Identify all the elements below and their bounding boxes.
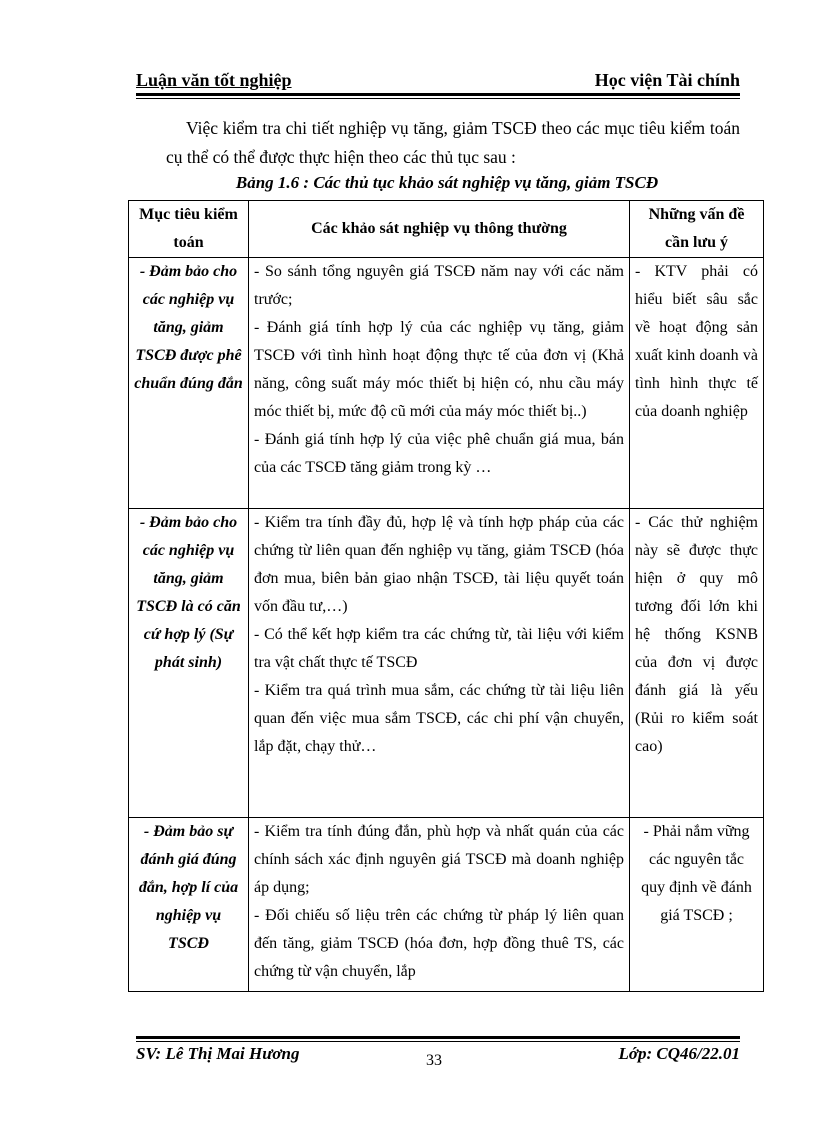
objective-cell: - Đảm bảo cho các nghiệp vụ tăng, giảm TSCĐ là có căn cứ hợp lý (Sự phát sinh) [129,509,249,818]
page-header [136,68,740,92]
footer-rule-thin [136,1041,740,1042]
header-institution: Học viện Tài chính [594,70,740,90]
page-number: 33 [426,1052,442,1069]
table-header-row [129,201,764,258]
page-footer [136,1044,740,1074]
procedure-item: - Có thể kết hợp kiểm tra các chứng từ, tài liệu với kiểm tra vật chất thực tế TSCĐ [254,626,624,671]
header-rule-thin [136,98,740,99]
procedure-item: - So sánh tổng nguyên giá TSCĐ năm nay với các năm trước; [254,263,624,308]
procedures-cell [249,258,630,509]
procedure-item: - Đối chiếu số liệu trên các chứng từ pháp lý liên quan đến tăng, giảm TSCĐ (hóa đơn, hợp đồng thuê TS, các chứng từ vận chuyển, lắp [254,907,624,980]
procedure-item: - Kiểm tra quá trình mua sắm, các chứng từ tài liệu liên quan đến việc mua sắm TSCĐ, các chi phí vận chuyển, lắp đặt, chạy thử… [254,682,624,755]
table-row [129,509,764,818]
intro-paragraph: Việc kiểm tra chi tiết nghiệp vụ tăng, giảm TSCĐ theo các mục tiêu kiểm toán cụ thể có thể được thực hiện theo các thủ tục sau : [166,118,740,167]
table-row [129,258,764,509]
table-row [129,818,764,992]
header-objective: Mục tiêu kiểm toán [129,201,249,258]
note-cell: - KTV phải có hiểu biết sâu sắc về hoạt động sản xuất kinh doanh và tình hình thực tế của doanh nghiệp [630,258,764,509]
header-rule-thick [136,93,740,96]
procedure-item: - Đánh giá tính hợp lý của việc phê chuẩn giá mua, bán của các TSCĐ tăng giảm trong kỳ … [254,431,624,476]
procedure-item: - Kiểm tra tính đúng đắn, phù hợp và nhất quán của các chính sách xác định nguyên giá TSCĐ mà doanh nghiệp áp dụng; [254,823,624,896]
footer-student: SV: Lê Thị Mai Hương [136,1044,300,1063]
header-notes: Những vấn đề cần lưu ý [630,201,764,258]
procedures-cell [249,509,630,818]
procedures-cell [249,818,630,992]
header-thesis-label: Luận văn tốt nghiệp [136,70,292,90]
objective-cell: - Đảm bảo sự đánh giá đúng đắn, hợp lí của nghiệp vụ TSCĐ [129,818,249,992]
procedures-table [128,200,764,992]
procedure-item: - Đánh giá tính hợp lý của các nghiệp vụ tăng, giảm TSCĐ với tình hình hoạt động thực tế của đơn vị (Khả năng, công suất máy móc thiết bị hiện có, nhu cầu máy móc thiết bị, mức độ cũ mới của máy móc thiết bị..) [254,319,624,420]
footer-class: Lớp: CQ46/22.01 [618,1044,740,1063]
note-cell: - Các thử nghiệm này sẽ được thực hiện ở quy mô tương đối lớn khi hệ thống KSNB của đơn vị được đánh giá là yếu (Rủi ro kiểm soát cao) [630,509,764,818]
header-procedures: Các khảo sát nghiệp vụ thông thường [249,201,630,258]
table-caption: Bảng 1.6 : Các thủ tục khảo sát nghiệp vụ tăng, giảm TSCĐ [235,173,659,192]
procedure-item: - Kiểm tra tính đầy đủ, hợp lệ và tính hợp pháp của các chứng từ liên quan đến nghiệp vụ tăng, giảm TSCĐ (hóa đơn mua, biên bản giao nhận TSCĐ, tài liệu quyết toán vốn đầu tư,…) [254,514,624,615]
footer-rule-thick [136,1036,740,1039]
note-cell: - Phải nắm vững các nguyên tắc quy định về đánh giá TSCĐ ; [630,818,764,992]
objective-cell: - Đảm bảo cho các nghiệp vụ tăng, giảm TSCĐ được phê chuẩn đúng đắn [129,258,249,509]
